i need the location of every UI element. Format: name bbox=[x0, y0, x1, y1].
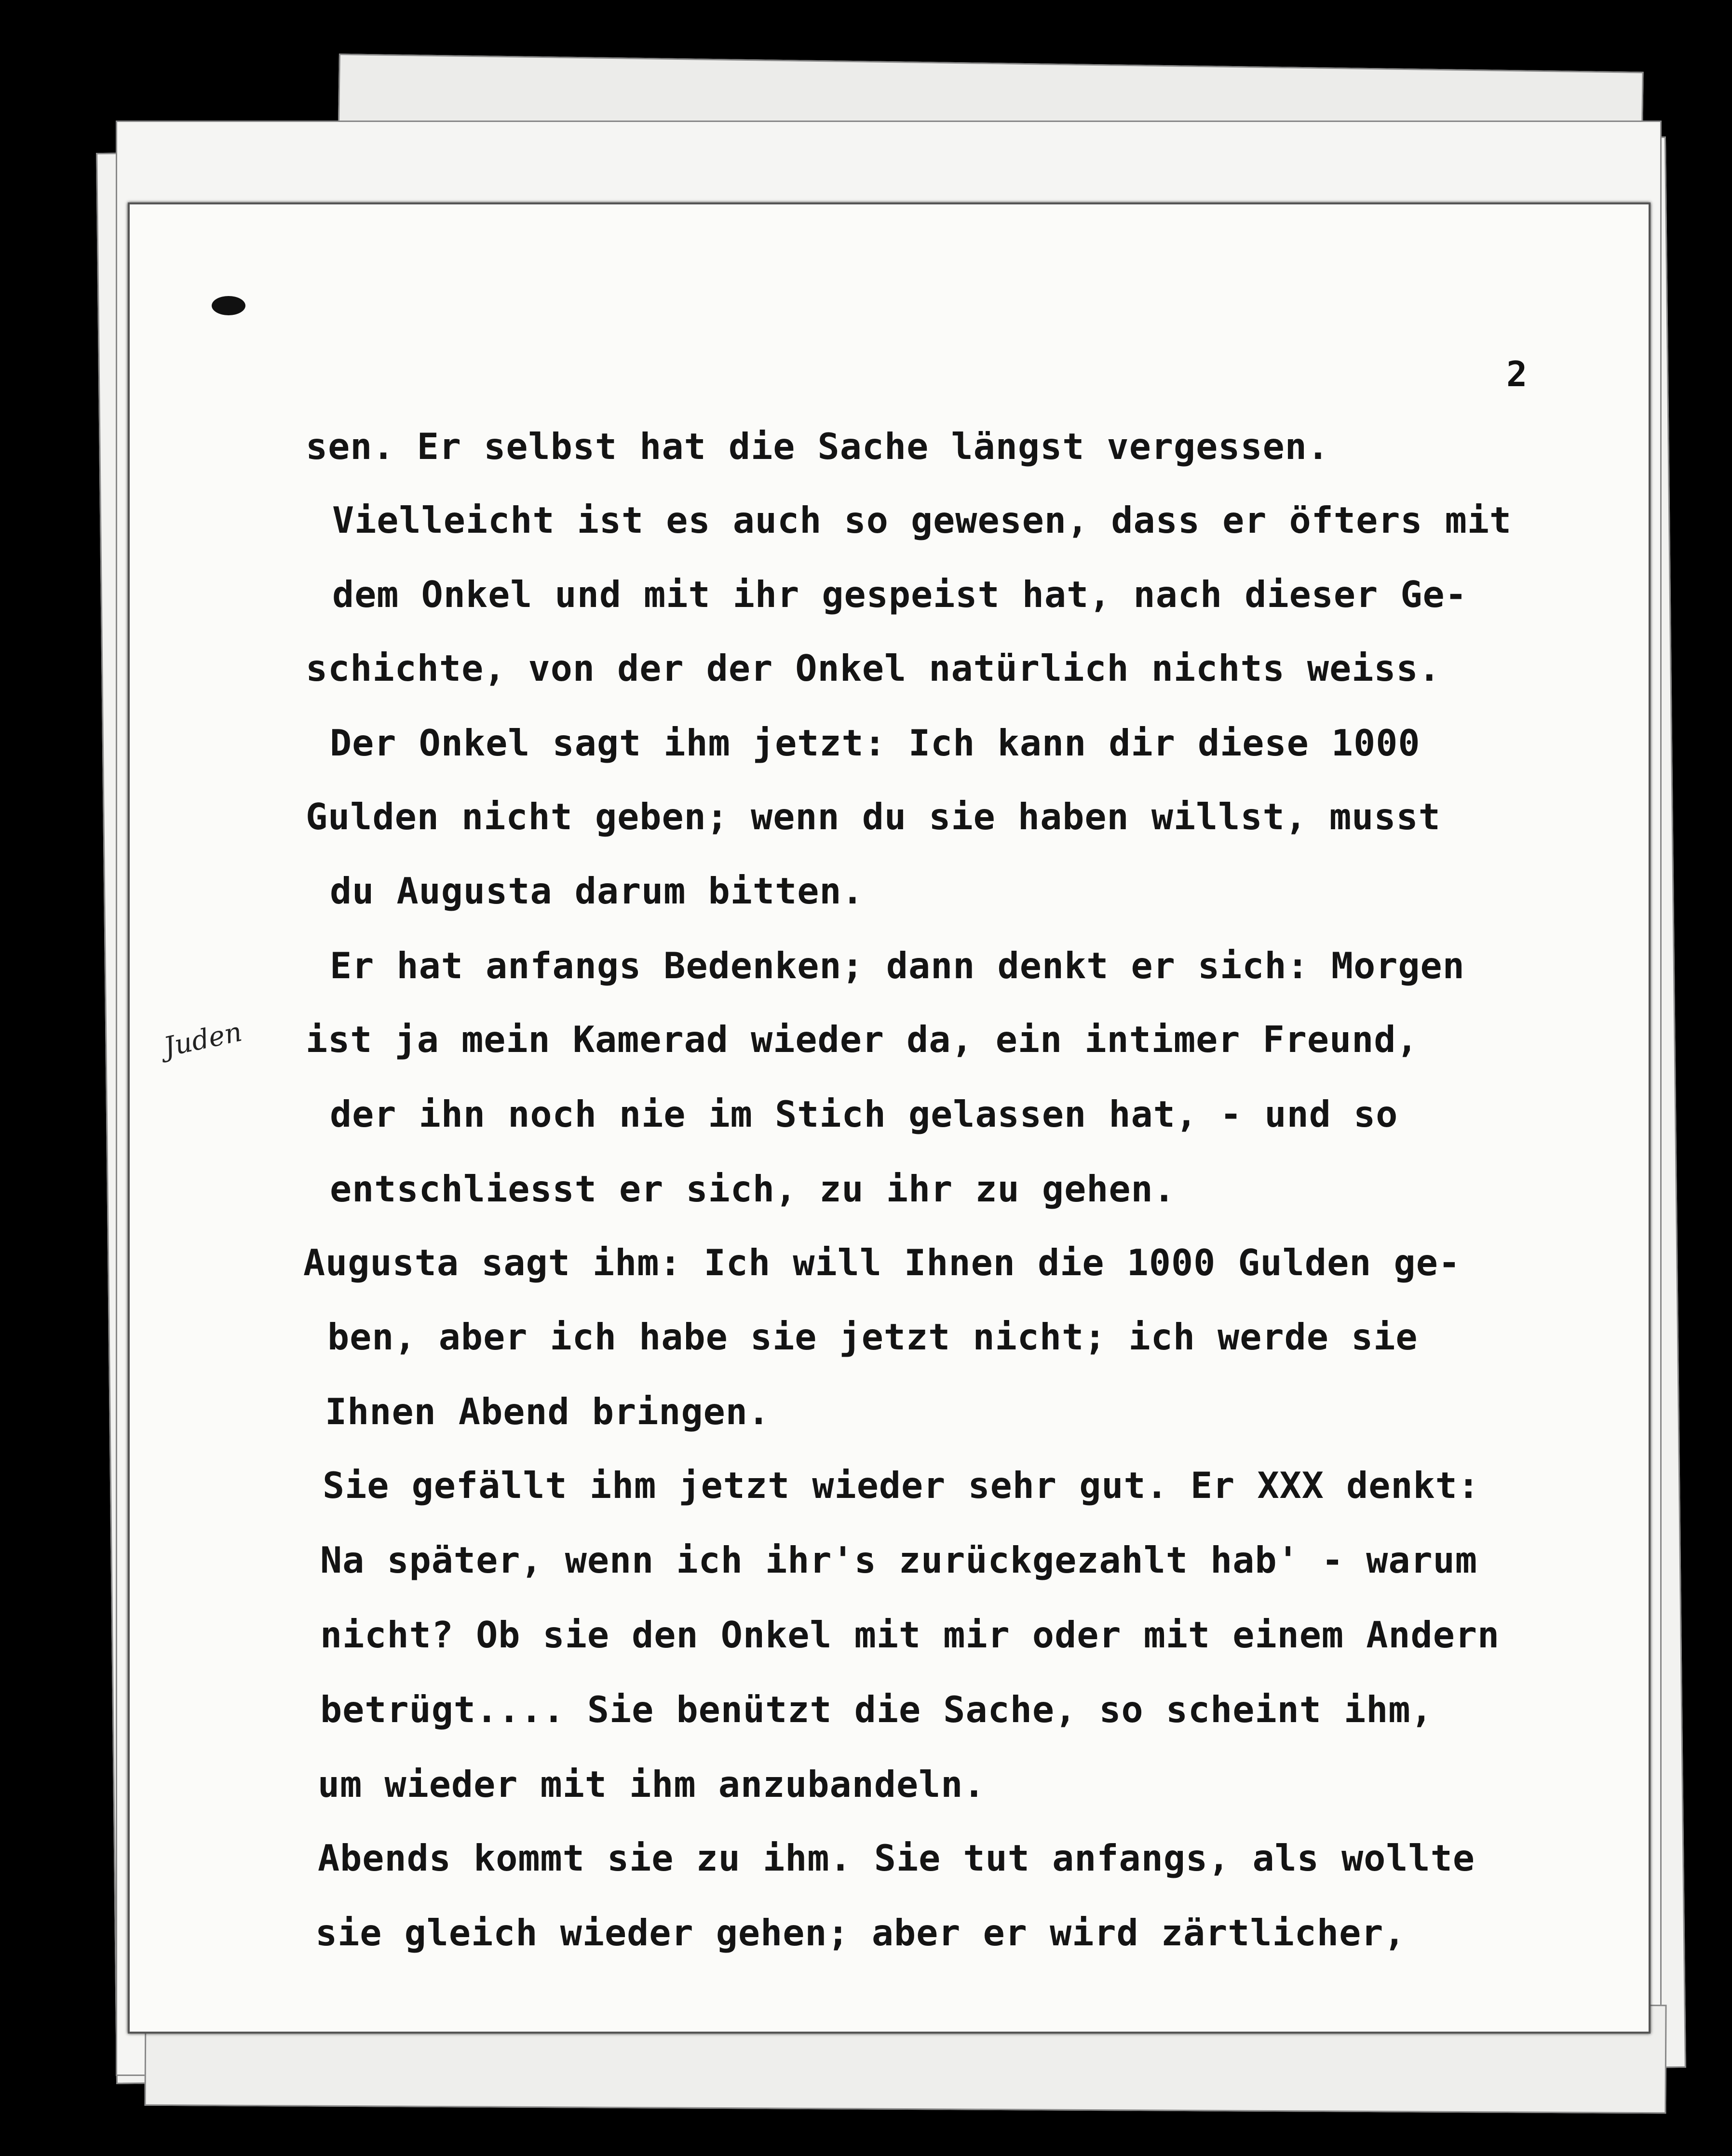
text-line: sie gleich wieder gehen; aber er wird zärtlicher, bbox=[315, 1912, 1406, 1954]
text-line: Der Onkel sagt ihm jetzt: Ich kann dir diese 1000 bbox=[330, 722, 1421, 764]
handwritten-margin-note: Juden bbox=[161, 1016, 245, 1064]
text-line: betrügt.... Sie benützt die Sache, so scheint ihm, bbox=[320, 1688, 1433, 1731]
text-line: schichte, von der der Onkel natürlich nichts weiss. bbox=[306, 647, 1441, 689]
text-line: ben, aber ich habe sie jetzt nicht; ich werde sie bbox=[327, 1316, 1418, 1358]
text-line: Er hat anfangs Bedenken; dann denkt er sich: Morgen bbox=[330, 944, 1465, 987]
text-line: Sie gefällt ihm jetzt wieder sehr gut. Er XXX denkt: bbox=[323, 1464, 1480, 1507]
text-line: Ihnen Abend bringen. bbox=[325, 1390, 771, 1433]
text-line: du Augusta darum bitten. bbox=[330, 870, 864, 912]
text-line: Na später, wenn ich ihr's zurückgezahlt hab' - warum bbox=[320, 1539, 1477, 1581]
text-line: dem Onkel und mit ihr gespeist hat, nach dieser Ge- bbox=[332, 573, 1467, 616]
ink-blot bbox=[212, 296, 245, 315]
text-line: Abends kommt sie zu ihm. Sie tut anfangs, als wollte bbox=[318, 1837, 1475, 1879]
page-number: 2 bbox=[1506, 354, 1528, 394]
text-line: um wieder mit ihm anzubandeln. bbox=[318, 1763, 986, 1806]
text-line: sen. Er selbst hat die Sache längst vergessen. bbox=[306, 425, 1330, 468]
text-line: Vielleicht ist es auch so gewesen, dass er öfters mit bbox=[332, 499, 1512, 541]
text-line: nicht? Ob sie den Onkel mit mir oder mit einem Andern bbox=[320, 1614, 1500, 1656]
text-line: ist ja mein Kamerad wieder da, ein intimer Freund, bbox=[306, 1018, 1419, 1061]
text-line: Gulden nicht geben; wenn du sie haben willst, musst bbox=[306, 795, 1441, 838]
document-page bbox=[128, 202, 1651, 2034]
text-line: der ihn noch nie im Stich gelassen hat, - und so bbox=[330, 1093, 1398, 1135]
text-line: Augusta sagt ihm: Ich will Ihnen die 1000 Gulden ge- bbox=[303, 1241, 1461, 1284]
text-line: entschliesst er sich, zu ihr zu gehen. bbox=[330, 1168, 1176, 1210]
